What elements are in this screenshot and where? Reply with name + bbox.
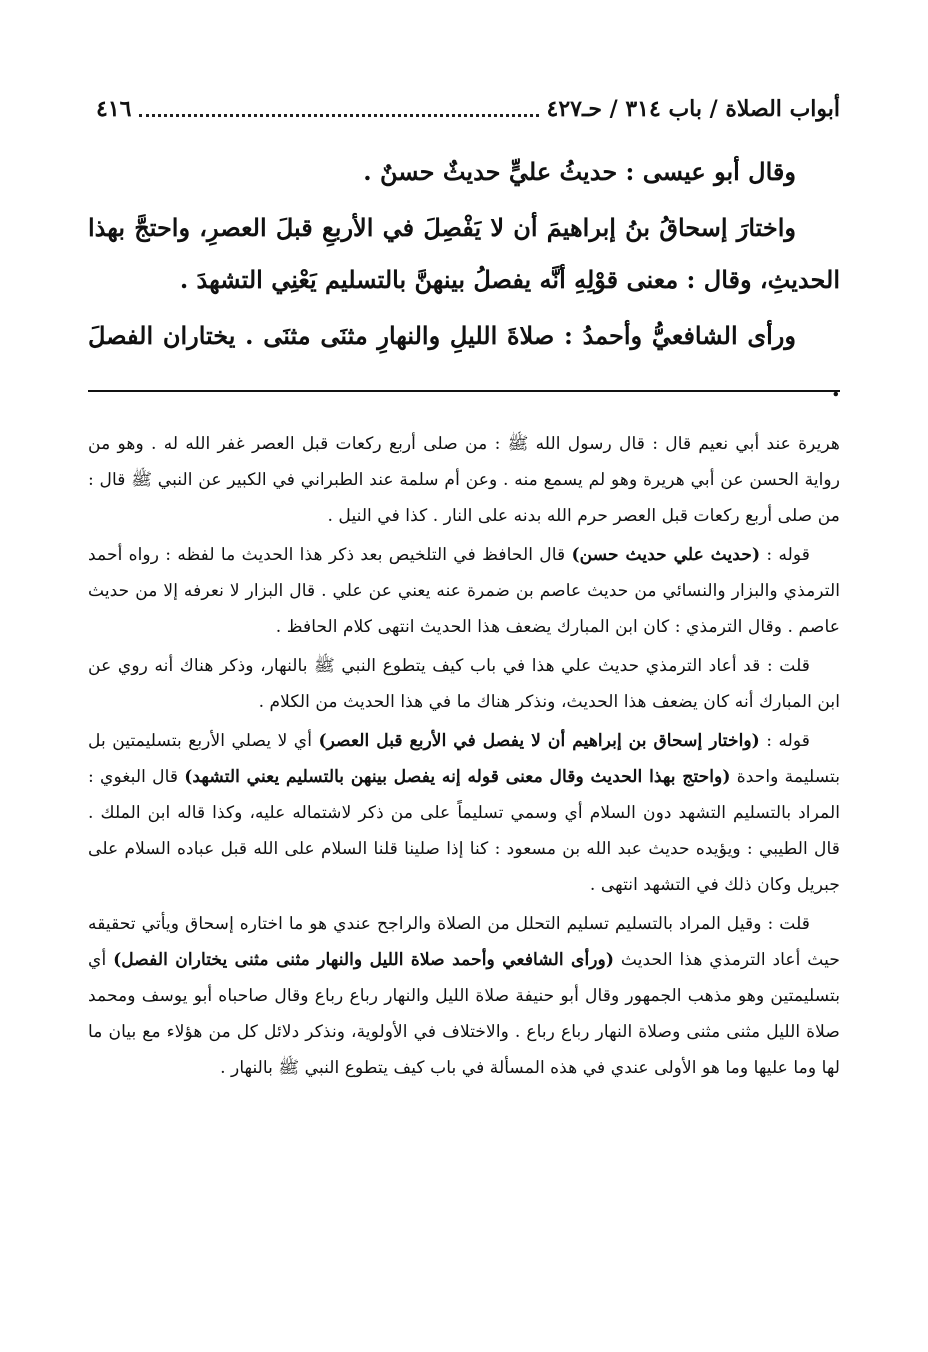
quoted-matn: (واختار إسحاق بن إبراهيم أن لا يفصل في الأربع قبل العصر): [318, 731, 760, 751]
quoted-matn: (واحتج بهذا الحديث وقال معنى قوله إنه يفصل بينهن بالتسليم يعني التشهد): [184, 767, 731, 787]
commentary-text: أي لا يصلي الأربع بتسليمتين بل بتسليمة واحدة: [88, 731, 841, 787]
commentary-text: أي بتسليمتين وهو مذهب الجمهور وقال أبو حنيفة صلاة الليل والنهار رباع رباع وقال صاحباه أبو يوسف ومحمد صلاة الليل مثنى مثنى وصلاة النهار رباع رباع . والاختلاف في الأولوية، ونذكر دلائل كل من هؤلاء مع بيان ما لها وما عليها وما هو الأولى عندي في هذه المسألة في باب كيف يتطوع النبي ﷺ بالنهار .: [88, 950, 840, 1078]
commentary-paragraph: [88, 537, 840, 645]
commentary-lead: قوله :: [760, 545, 810, 565]
hadith-paragraph: وقال أبو عيسى : حديثُ عليٍّ حديثٌ حسنٌ .: [363, 157, 796, 186]
quoted-matn: (ورأى الشافعي وأحمد صلاة الليل والنهار مثنى مثنى يختاران الفصل): [113, 950, 614, 970]
hadith-text: [88, 146, 840, 418]
commentary-text: قلت : وقيل المراد بالتسليم تسليم التحلل من الصلاة والراجح عندي هو ما اختاره إسحاق ويأتي تحقيقه حيث أعاد الترمذي هذا الحديث: [88, 914, 840, 970]
commentary-paragraph: هريرة عند أبي نعيم قال : قال رسول الله ﷺ : من صلى أربع ركعات قبل العصر غفر الله له . وهو من رواية الحسن عن أبي هريرة وهو لم يسمع منه . وعن أم سلمة عند الطبراني في الكبير عن النبي ﷺ قال : من صلى أربع ركعات قبل العصر حرم الله بدنه على النار . كذا في النيل .: [88, 434, 841, 526]
commentary-text: قال البغوي : المراد بالتسليم التشهد دون السلام أي وسمي تسليماً على من ذكر لاشتماله عليه، وكذا قاله ابن الملك . قال الطيبي : ويؤيده حديث عبد الله بن مسعود : كنا إذا صلينا قلنا السلام على الله قبل عباده السلام على جبريل وكان ذلك في التشهد انتهى .: [88, 767, 840, 895]
running-head: [88, 92, 840, 126]
commentary-paragraph: [88, 906, 840, 1086]
hadith-paragraph: ورأى الشافعيُّ وأحمدُ : صلاةَ الليلِ والنهارِ مثنَى مثنَى . يختاران الفصلَ .: [88, 321, 840, 402]
commentary-paragraph: [88, 723, 840, 903]
commentary-lead: قوله :: [759, 731, 810, 751]
commentary: [88, 426, 840, 1089]
page-number: ٤١٦: [96, 96, 132, 122]
chapter-title: أبواب الصلاة / باب ٣١٤ / حـ٤٢٧: [546, 96, 840, 122]
commentary-text: قال الحافظ في التلخيص بعد ذكر هذا الحديث ما لفظه : رواه أحمد الترمذي والبزار والنسائي من حديث عاصم بن ضمرة عنه يعني عن علي . قال البزار لا نعرفه إلا من حديث عاصم . وقال الترمذي : كان ابن المبارك يضعف هذا الحديث انتهى كلام الحافظ .: [88, 545, 840, 637]
leader-dots: [139, 112, 538, 117]
separator-line: [88, 390, 840, 392]
quoted-matn: (حديث علي حديث حسن): [571, 545, 761, 565]
commentary-paragraph: قلت : قد أعاد الترمذي حديث علي هذا في باب كيف يتطوع النبي ﷺ بالنهار، وذكر هناك أنه روي عن ابن المبارك أنه كان يضعف هذا الحديث، ونذكر هناك ما في هذا الحديث من الكلام .: [88, 656, 840, 712]
hadith-paragraph: واختارَ إسحاقُ بنُ إبراهيمَ أن لا يَفْصِلَ في الأربعِ قبلَ العصرِ، واحتجَّ بهذا الحديثِ، وقال : معنى قوْلِهِ أنَّه يفصلُ بينهنَّ بالتسليم يَعْنِي التشهدَ .: [88, 213, 840, 294]
